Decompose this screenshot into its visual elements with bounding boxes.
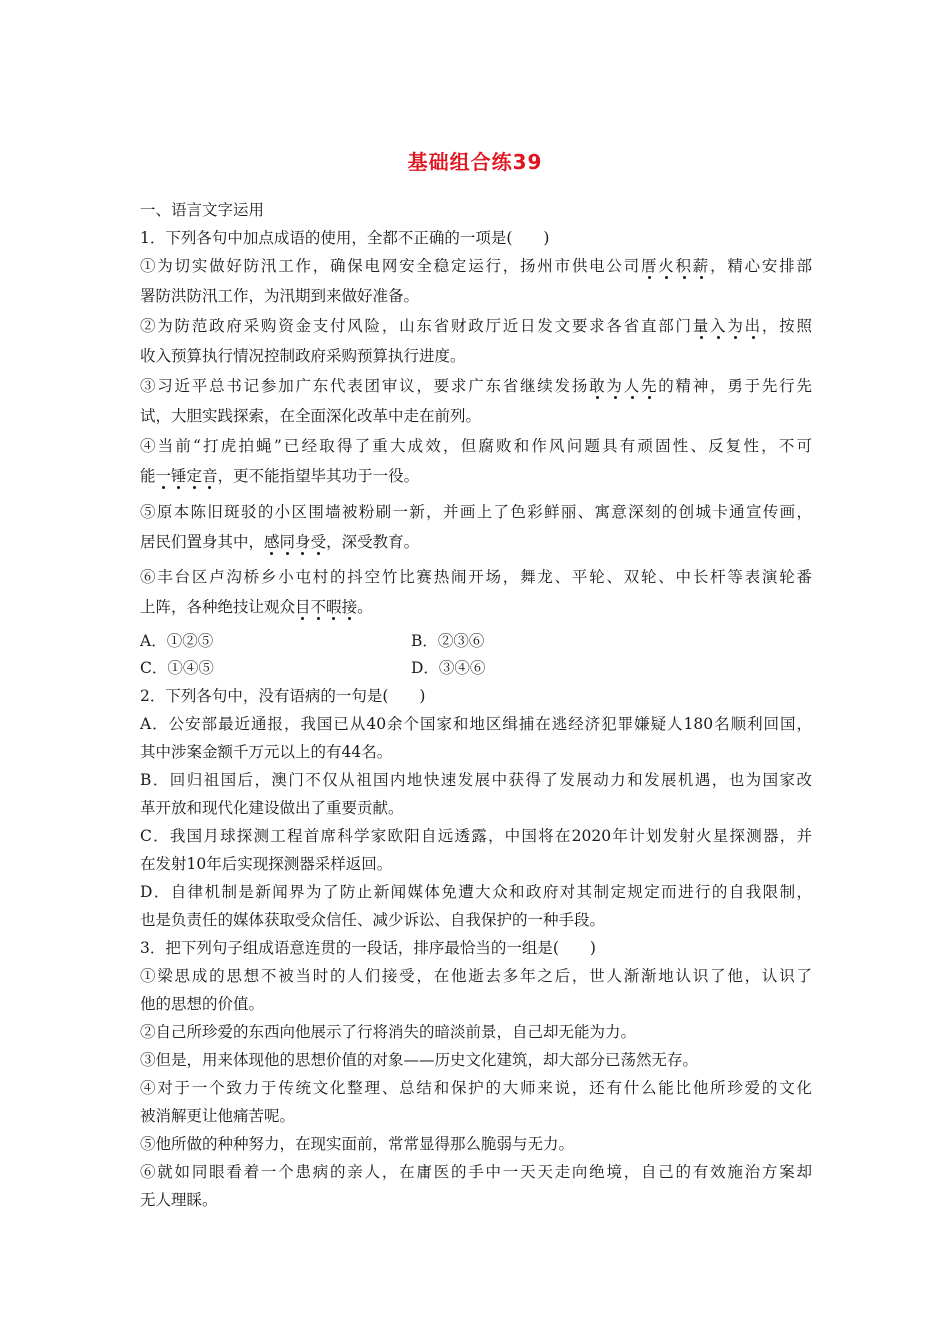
emphasized-idiom	[693, 317, 762, 335]
q1-sentence-3-line-1: ③习近平总书记参加广东代表团审议，要求广东省继续发扬敢为人先的精神，勇于先行先	[140, 377, 812, 395]
q1-option-b: B．②③⑥	[411, 632, 485, 650]
emphasis-dot-char: 出	[744, 317, 762, 335]
q1-option-a: A．①②⑤	[140, 632, 214, 650]
emphasis-dot-char: 为	[727, 317, 745, 335]
emphasis-dot-char: 厝	[640, 257, 659, 275]
q1-sentence-4-line-2: 能一锤定音，更不能指望毕其功于一役。	[140, 467, 420, 485]
emphasis-dot-char: 先	[640, 377, 659, 395]
q1-option-c: C．①④⑤	[140, 659, 214, 677]
emphasis-dot-char: 火	[658, 257, 676, 275]
q1-sentence-3-line-2: 试，大胆实践探索，在全面深化改革中走在前列。	[140, 407, 482, 425]
emphasis-dot-char: 接	[341, 598, 358, 616]
page-title: 基础组合练39	[407, 150, 543, 174]
q2-option-c-line-2: 在发射10年后实现探测器采样返回。	[140, 855, 393, 873]
emphasis-dot-char: 音	[202, 467, 218, 485]
q2-option-d-line-2: 也是负责任的媒体获取受众信任、减少诉讼、自我保护的一种手段。	[140, 911, 606, 929]
emphasis-dot-char: 感	[264, 533, 280, 551]
emphasized-idiom	[641, 257, 710, 275]
emphasis-dot-char: 锤	[171, 467, 187, 485]
emphasis-dot-char: 定	[186, 467, 203, 485]
emphasis-dot-char: 为	[606, 377, 624, 395]
emphasis-dot-char: 量	[692, 317, 711, 335]
emphasized-idiom	[264, 533, 326, 551]
emphasized-idiom	[295, 598, 357, 616]
q3-sentence-3: ③但是，用来体现他的思想价值的对象——历史文化建筑，却大部分已荡然无存。	[140, 1051, 699, 1069]
q1-sentence-6-line-2: 上阵，各种绝技让观众目不暇接。	[140, 598, 373, 616]
q3-sentence-6-line-1: ⑥就如同眼看着一个患病的亲人，在庸医的手中一天天走向绝境，自己的有效施治方案却	[140, 1163, 812, 1181]
q3-sentence-4-line-2: 被消解更让他痛苦呢。	[140, 1107, 296, 1125]
q2-option-d-line-1: D．自律机制是新闻界为了防止新闻媒体免遭大众和政府对其制定规定而进行的自我限制，	[140, 883, 812, 901]
q1-sentence-5-line-1: ⑤原本陈旧斑驳的小区围墙被粉刷一新，并画上了色彩鲜丽、寓意深刻的创城卡通宣传画，	[140, 503, 812, 521]
question-1-stem: 1．下列各句中加点成语的使用，全都不正确的一项是( )	[140, 229, 550, 247]
emphasis-dot-char: 暇	[326, 598, 342, 616]
emphasis-dot-char: 积	[675, 257, 693, 275]
emphasis-dot-char: 不	[310, 598, 327, 616]
emphasis-dot-char: 受	[310, 533, 327, 551]
q3-sentence-5: ⑤他所做的种种努力，在现实面前，常常显得那么脆弱与无力。	[140, 1135, 575, 1153]
question-3-stem: 3．把下列句子组成语意连贯的一段话，排序最恰当的一组是( )	[140, 939, 596, 957]
q2-option-b-line-2: 革开放和现代化建设做出了重要贡献。	[140, 799, 404, 817]
q2-option-a-line-2: 其中涉案金额千万元以上的有44名。	[140, 743, 393, 761]
emphasis-dot-char: 薪	[692, 257, 711, 275]
q1-sentence-6-line-1: ⑥丰台区卢沟桥乡小屯村的抖空竹比赛热闹开场，舞龙、平轮、双轮、中长杆等表演轮番	[140, 568, 812, 586]
q1-sentence-5-line-2: 居民们置身其中，感同身受，深受教育。	[140, 533, 420, 551]
emphasis-dot-char: 敢	[589, 377, 607, 395]
emphasis-dot-char: 一	[155, 467, 172, 485]
q3-sentence-4-line-1: ④对于一个致力于传统文化整理、总结和保护的大师来说，还有什么能比他所珍爱的文化	[140, 1079, 812, 1097]
q3-sentence-1-line-2: 他的思想的价值。	[140, 995, 265, 1013]
q1-option-d: D．③④⑥	[411, 659, 486, 677]
emphasis-dot-char: 身	[295, 533, 311, 551]
q1-sentence-1-line-1: ①为切实做好防汛工作，确保电网安全稳定运行，扬州市供电公司厝火积薪，精心安排部	[140, 257, 812, 275]
q3-sentence-2: ②自己所珍爱的东西向他展示了行将消失的暗淡前景，自己却无能为力。	[140, 1023, 637, 1041]
q1-sentence-2-line-1: ②为防范政府采购资金支付风险，山东省财政厅近日发文要求各省直部门量入为出，按照	[140, 317, 812, 335]
q1-sentence-1-line-2: 署防洪防汛工作，为汛期到来做好准备。	[140, 287, 420, 305]
question-2-stem: 2．下列各句中，没有语病的一句是( )	[140, 687, 426, 705]
q2-option-c-line-1: C．我国月球探测工程首席科学家欧阳自远透露，中国将在2020年计划发射火星探测器，并	[140, 827, 812, 845]
emphasized-idiom	[589, 377, 658, 395]
section-heading: 一、语言文字运用	[140, 201, 265, 219]
q1-sentence-4-line-1: ④当前“打虎拍蝇”已经取得了重大成效，但腐败和作风问题具有顽固性、反复性，不可	[140, 437, 812, 455]
q1-sentence-2-line-2: 收入预算执行情况控制政府采购预算执行进度。	[140, 347, 466, 365]
emphasis-dot-char: 同	[279, 533, 296, 551]
emphasis-dot-char: 目	[295, 598, 311, 616]
q3-sentence-6-line-2: 无人理睬。	[140, 1191, 218, 1209]
emphasis-dot-char: 入	[710, 317, 728, 335]
q2-option-a-line-1: A．公安部最近通报，我国已从40余个国家和地区缉捕在逃经济犯罪嫌疑人180名顺利回国，	[140, 715, 812, 733]
q2-option-b-line-1: B．回归祖国后，澳门不仅从祖国内地快速发展中获得了发展动力和发展机遇，也为国家改	[140, 771, 812, 789]
emphasized-idiom	[156, 467, 218, 485]
q3-sentence-1-line-1: ①梁思成的思想不被当时的人们接受，在他逝去多年之后，世人渐渐地认识了他，认识了	[140, 967, 812, 985]
emphasis-dot-char: 人	[623, 377, 641, 395]
